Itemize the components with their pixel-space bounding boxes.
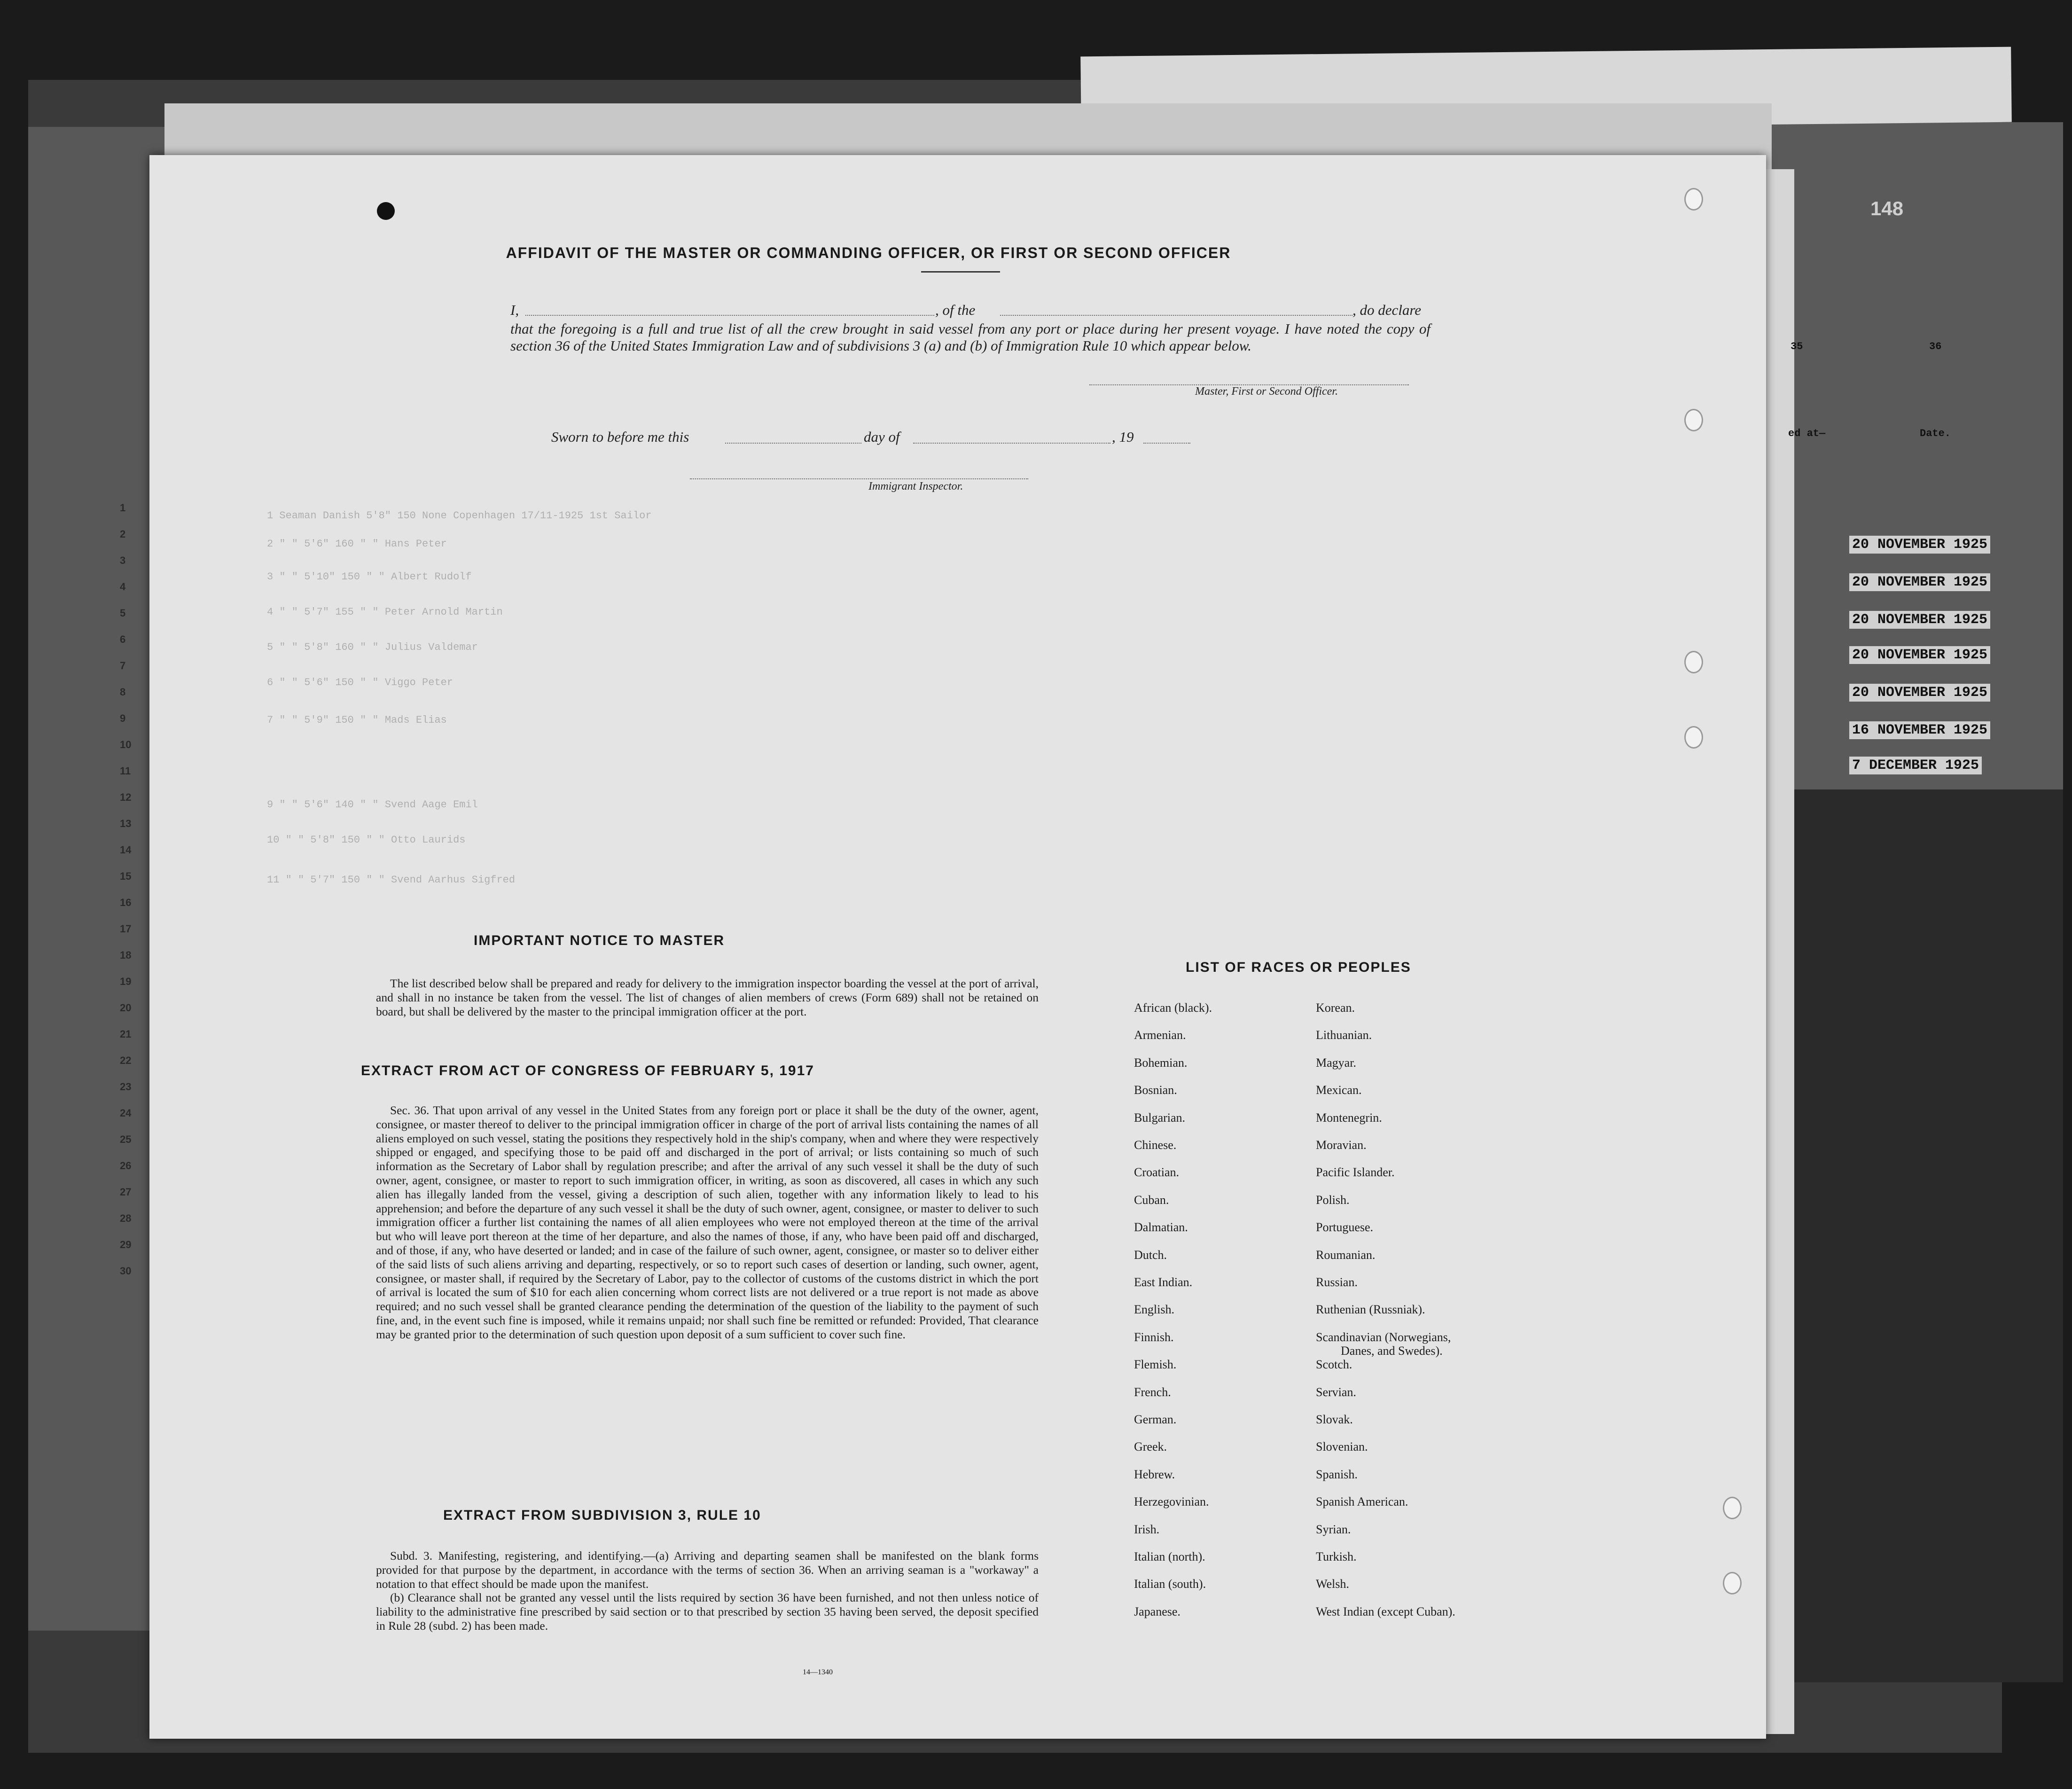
race-item: Syrian. [1316, 1522, 1351, 1536]
column-header-35: 35 [1791, 341, 1803, 352]
race-item: Chinese. [1134, 1138, 1177, 1152]
inspector-signature-line [690, 478, 1028, 479]
row-number: 6 [120, 633, 126, 645]
row-number: 14 [120, 844, 132, 856]
year-line [1143, 443, 1190, 444]
rule-title: EXTRACT FROM SUBDIVISION 3, RULE 10 [443, 1508, 761, 1523]
row-number: 29 [120, 1239, 132, 1250]
race-item: African (black). [1134, 1001, 1212, 1015]
race-item: Ruthenian (Russniak). [1316, 1303, 1425, 1317]
race-item: Lithuanian. [1316, 1028, 1372, 1042]
rule-text [376, 1549, 1039, 1633]
vessel-line [1000, 315, 1353, 316]
race-item: Korean. [1316, 1001, 1355, 1015]
race-item: East Indian. [1134, 1275, 1193, 1289]
rule-paragraph-a: Subd. 3. Manifesting, registering, and identifying.—(a) Arriving and departing seamen shall be manifested on the blank forms provided for that purpose by the department, in accordance with the terms of section 36. When an arriving seaman is a "workaway" a notation to that effect should be made upon the manifest. [376, 1549, 1039, 1591]
race-item: Polish. [1316, 1193, 1350, 1207]
race-item: Greek. [1134, 1440, 1167, 1454]
discharge-date-entry: 20 NOVEMBER 1925 [1849, 684, 1990, 702]
race-item: Armenian. [1134, 1028, 1186, 1042]
act-paragraph: Sec. 36. That upon arrival of any vessel in the United States from any foreign port or place it shall be the duty of the owner, agent, consignee, or master thereof to deliver to the principal immigration officer in charge of the port of arrival lists containing the names of all aliens employed on such vessel, stating the positions they respectively hold in the ship's company, when and where they were respectively shipped or engaged, and specifying those to be paid off and discharged in the port of arrival; or lists containing so much of such information as the Secretary of Labor shall by regulation prescribe; and after the arrival of any such vessel it shall be the duty of such owner, agent, consignee, or master to report to such immigration officer, in writing, as soon as discovered, all cases in which any such alien has illegally landed from the vessel, giving a description of such alien, together with any information likely to lead to his apprehension; and before the departure of any such vessel it shall be the duty of such owner, agent, consignee, or master to deliver to such immigration officer a further list containing the names of all alien employees who were not employed thereon at the time of the arrival but who will leave port thereon at the time of her departure, and also the names of those, if any, who have been paid off and discharged, and of those, if any, who have deserted or landed; and in case of the failure of such owner, agent, consignee, or master so to deliver either of the said lists of such aliens arriving and departing, respectively, or so to report such cases of desertion or landing, such owner, agent, consignee, or master shall, if required by the Secretary of Labor, pay to the collector of customs of the customs district in which the port of arrival is located the sum of $10 for each alien concerning whom correct lists are not delivered or a true report is not made as above required; and no such vessel shall be granted clearance pending the determination of the question of the liability to the payment of such fine, and, in the event such fine is imposed, while it remains unpaid; nor shall such fine be remitted or refunded: Provided, That clearance may be granted prior to the determination of such question upon deposit of a sum sufficient to cover such fine. [376, 1103, 1039, 1341]
master-label: Master, First or Second Officer. [1195, 385, 1338, 398]
race-item: Magyar. [1316, 1055, 1356, 1070]
race-item: Moravian. [1316, 1138, 1367, 1152]
ring-hole [1723, 1497, 1742, 1519]
race-item: Bohemian. [1134, 1055, 1188, 1070]
act-text [376, 1103, 1039, 1342]
row-number: 21 [120, 1028, 132, 1040]
ring-hole [1684, 651, 1703, 673]
discharge-date-entry: 16 NOVEMBER 1925 [1849, 721, 1990, 739]
sworn-label: Sworn to before me this [551, 429, 689, 445]
row-number: 17 [120, 923, 132, 935]
race-item: Slovak. [1316, 1413, 1353, 1426]
row-number: 19 [120, 976, 132, 987]
race-item: Scotch. [1316, 1358, 1353, 1372]
ring-hole [1684, 409, 1703, 431]
discharge-date-entry: 20 NOVEMBER 1925 [1849, 611, 1990, 629]
affidavit-page: 1 Seaman Danish 5'8" 150 None Copenhagen 17/11-1925 1st Sailor 2 " " 5'6" 160 " " Hans Peter 3 " " 5'10" 150 " " Albert Rudolf 4 " " 5'7" 155 " " Peter Arnold Martin 5 " " 5'8" 160 " " Julius Valdemar 6 " " 5'6" 150 " " Viggo Peter 7 " " 5'9" 150 " " Mads Elias 9 " " 5'6" 140 " " Svend Aage Emil 10 " " 5'8" 150 " " Otto Laurids 11 " " 5'7" 150 " " Svend Aarhus Sigfred AFFIDAVIT OF THE MASTER OR COMMANDING OFFICER, OR FIRST OR SECOND OFFICER I, , of the , do declare that the foregoing is a full and true list of all the crew brought in said vessel from any port or place during her present voyage. I have noted the copy of section 36 of the United States Immigration Law and of subdivisions 3 (a) and (b) of Immigration Rule 10 which appear below. Master, First or Second Officer. Sworn to before me this day of , 19 Immigrant Inspector. IMPORTANT NOTICE TO MASTER The list described below shall be prepared and ready for delivery to the immigration inspector boarding the vessel at the port of arrival, and shall in no instance be taken from the vessel. The list of changes of alien members of crews (Form 689) shall not be retained on board, but shall be delivered by the master to the principal immigration officer at the port. EXTRACT FROM ACT OF CONGRESS OF FEBRUARY 5, 1917 Sec. 36. That upon arrival of any vessel in the United States from any foreign port or place it shall be the duty of the owner, agent, consignee, or master thereof to deliver to the principal immigration officer in charge of the port of arrival lists containing the names of all aliens employed on such vessel, stating the positions they respectively hold in the ship's company, when and where they were respectively shipped or engaged, and specifying those to be paid off and discharged in the port of arrival; or lists containing so much of such information as the Secretary of Labor shall by regulation prescribe; and after the arrival of any such vessel it shall be the duty of such owner, agent, consignee, or master to report to such immigration officer, in writing, as soon as discovered, all cases in which any such alien has illegally landed from the vessel, giving a description of such alien, together with any information likely to lead to his apprehension; and before the departure of any such vessel it shall be the duty of such owner, agent, consignee, or master to deliver to such immigration officer a further list containing the names of all alien employees who were not employed thereon at the time of the arrival but who will leave port thereon at the time of her departure, and also the names of those, if any, who have been paid off and discharged, and of those, if any, who have deserted or landed; and in case of the failure of such owner, agent, consignee, or master so to deliver either of the said lists of such aliens arriving and departing, respectively, or so to report such cases of desertion or landing, such owner, agent, consignee, or master shall, if required by the Secretary of Labor, pay to the collector of customs of the customs district in which the port of arrival is located the sum of $10 for each alien concerning whom correct lists are not delivered or a true report is not made as above required; and no such vessel shall be granted clearance pending the determination of the question of the liability to the payment of such fine, and, in the event such fine is imposed, while it remains unpaid; nor shall such fine be remitted or refunded: Provided, That clearance may be granted prior to the determination of such question upon deposit of a sum sufficient to cover such fine. EXTRACT FROM SUBDIVISION 3, RULE 10 Subd. 3. Manifesting, registering, and identifying.—(a) Arriving and departing seamen shall be manifested on the blank forms provided for that purpose by the department, in accordance with the terms of section 36. When an arriving seaman is a "workaway" a notation to that effect should be made upon the manifest. (b) Clearance shall not be granted any vessel until the lists required by section 36 have been furnished, and not then unless notice of liability to the administrative fine prescribed by said section or to that prescribed by section 35 having been served, the deposit specified in Rule 28 (subd. 2) has been made. 14—1340 LIST OF RACES OR PEOPLES African (black). Armenian. Bohemian. Bosnian. Bulgarian. Chinese. Croatian. Cuban. Dalmatian. Dutch. East Indian. English. Finnish. Flemish. French. German. Greek. Hebrew. Herzegovinian. Irish. Italian (north). Italian (south). Japanese. Korean. Lithuanian. Magyar. Mexican. Montenegrin. Moravian. Pacific Islander. Polish. Portuguese. Roumanian. Russian. Ruthenian (Russniak). Scandinavian (Norwegians, Danes, and Swedes). Scotch. Servian. Slovak. Slovenian. Spanish. Spanish American. Syrian. Turkish. Welsh. West Indian (except Cuban). [149, 155, 1766, 1739]
row-number: 23 [120, 1081, 132, 1093]
race-item: Hebrew. [1134, 1467, 1175, 1481]
race-item: Dutch. [1134, 1248, 1167, 1262]
row-number: 4 [120, 581, 126, 593]
notice-paragraph: The list described below shall be prepared and ready for delivery to the immigration inspector boarding the vessel at the port of arrival, and shall in no instance be taken from the vessel. The list of changes of alien members of crews (Form 689) shall not be retained on board, but shall be delivered by the master to the principal immigration officer at the port. [376, 977, 1039, 1018]
race-item: Dalmatian. [1134, 1220, 1188, 1234]
row-number: 16 [120, 897, 132, 908]
notice-text [376, 977, 1039, 1018]
race-item: Finnish. [1134, 1330, 1174, 1344]
name-line [525, 315, 934, 316]
title-underline [921, 271, 1000, 273]
column-label-shipped-at: ed at— [1788, 428, 1826, 439]
rule-paragraph-b: (b) Clearance shall not be granted any vessel until the lists required by section 36 have been furnished, and not then unless notice of liability to the administrative fine prescribed by said section or to that prescribed by section 35 having been served, the deposit specified in Rule 28 (subd. 2) has been made. [376, 1591, 1039, 1633]
row-number: 3 [120, 555, 126, 566]
race-item: Spanish American. [1316, 1495, 1408, 1509]
race-item: Welsh. [1316, 1577, 1349, 1591]
row-number: 12 [120, 791, 132, 803]
row-number: 13 [120, 818, 132, 829]
affidavit-title: AFFIDAVIT OF THE MASTER OR COMMANDING OFFICER, OR FIRST OR SECOND OFFICER [506, 244, 1231, 261]
row-number: 18 [120, 949, 132, 961]
form-number: 14—1340 [803, 1668, 833, 1676]
race-item: West Indian (except Cuban). [1316, 1604, 1455, 1618]
declaration-text: that the foregoing is a full and true list of all the crew brought in said vessel from any port or place during her present voyage. I have noted the copy of section 36 of the United States Immigration Law and of subdivisions 3 (a) and (b) of Immigration Rule 10 which appear below. [510, 320, 1431, 354]
row-number: 7 [120, 660, 126, 672]
month-line [913, 443, 1110, 444]
page-number: 148 [1870, 197, 1904, 219]
race-item: Servian. [1316, 1385, 1356, 1399]
race-item: Slovenian. [1316, 1440, 1368, 1454]
race-item: Russian. [1316, 1275, 1358, 1289]
row-number: 15 [120, 870, 132, 882]
inspector-label: Immigrant Inspector. [868, 480, 963, 492]
race-item: Scandinavian (Norwegians, [1316, 1330, 1451, 1344]
race-item: Spanish. [1316, 1467, 1358, 1481]
of-the-label: , of the [935, 302, 976, 318]
day-line [725, 443, 861, 444]
race-item: Turkish. [1316, 1550, 1357, 1563]
race-item: English. [1134, 1303, 1174, 1317]
ring-hole [1684, 188, 1703, 211]
do-declare-label: , do declare [1353, 302, 1422, 318]
race-item: Roumanian. [1316, 1248, 1376, 1262]
act-title: EXTRACT FROM ACT OF CONGRESS OF FEBRUARY 5, 1917 [361, 1063, 814, 1078]
race-item: German. [1134, 1413, 1177, 1426]
race-item: Montenegrin. [1316, 1110, 1382, 1125]
race-item: Danes, and Swedes). [1341, 1344, 1443, 1358]
discharge-date-entry: 20 NOVEMBER 1925 [1849, 573, 1990, 591]
row-number: 9 [120, 712, 126, 724]
row-number: 1 [120, 502, 126, 514]
discharge-date-entry: 20 NOVEMBER 1925 [1849, 646, 1990, 664]
race-item: Irish. [1134, 1522, 1160, 1536]
row-number: 10 [120, 739, 132, 750]
row-number: 5 [120, 607, 126, 619]
discharge-date-entry: 20 NOVEMBER 1925 [1849, 536, 1990, 554]
race-item: Herzegovinian. [1134, 1495, 1209, 1509]
underlying-sheet-right-lower [1762, 789, 2063, 1682]
ring-hole [1684, 726, 1703, 749]
row-number: 27 [120, 1186, 132, 1198]
ring-hole [1723, 1572, 1742, 1594]
row-number: 11 [120, 765, 131, 777]
race-item: Bosnian. [1134, 1083, 1177, 1097]
year-label: , 19 [1112, 429, 1134, 445]
day-of-label: day of [864, 429, 900, 445]
race-item: Portuguese. [1316, 1220, 1374, 1234]
race-item: Italian (north). [1134, 1550, 1205, 1563]
row-number: 26 [120, 1160, 132, 1172]
race-item: Flemish. [1134, 1358, 1177, 1372]
race-item: Croatian. [1134, 1165, 1180, 1180]
page-edge [1766, 169, 1794, 1734]
races-title: LIST OF RACES OR PEOPLES [1186, 960, 1411, 975]
i-label: I, [510, 302, 519, 318]
notice-title: IMPORTANT NOTICE TO MASTER [474, 933, 725, 948]
race-item: Japanese. [1134, 1604, 1181, 1618]
underlying-sheet-left [28, 127, 169, 1631]
row-number: 20 [120, 1002, 132, 1014]
column-header-36: 36 [1929, 341, 1942, 352]
column-label-date: Date. [1920, 428, 1951, 439]
race-item: Cuban. [1134, 1193, 1169, 1207]
discharge-date-entry: 7 DECEMBER 1925 [1849, 757, 1982, 774]
race-item: Mexican. [1316, 1083, 1362, 1097]
row-number: 30 [120, 1265, 132, 1277]
race-item: Pacific Islander. [1316, 1165, 1395, 1180]
race-item: French. [1134, 1385, 1171, 1399]
row-number: 8 [120, 686, 126, 698]
row-number: 2 [120, 528, 126, 540]
row-number: 25 [120, 1133, 132, 1145]
race-item: Bulgarian. [1134, 1110, 1186, 1125]
row-number: 22 [120, 1055, 132, 1066]
race-item: Italian (south). [1134, 1577, 1206, 1591]
row-number: 28 [120, 1212, 132, 1224]
row-number: 24 [120, 1107, 132, 1119]
punch-hole [377, 202, 395, 220]
